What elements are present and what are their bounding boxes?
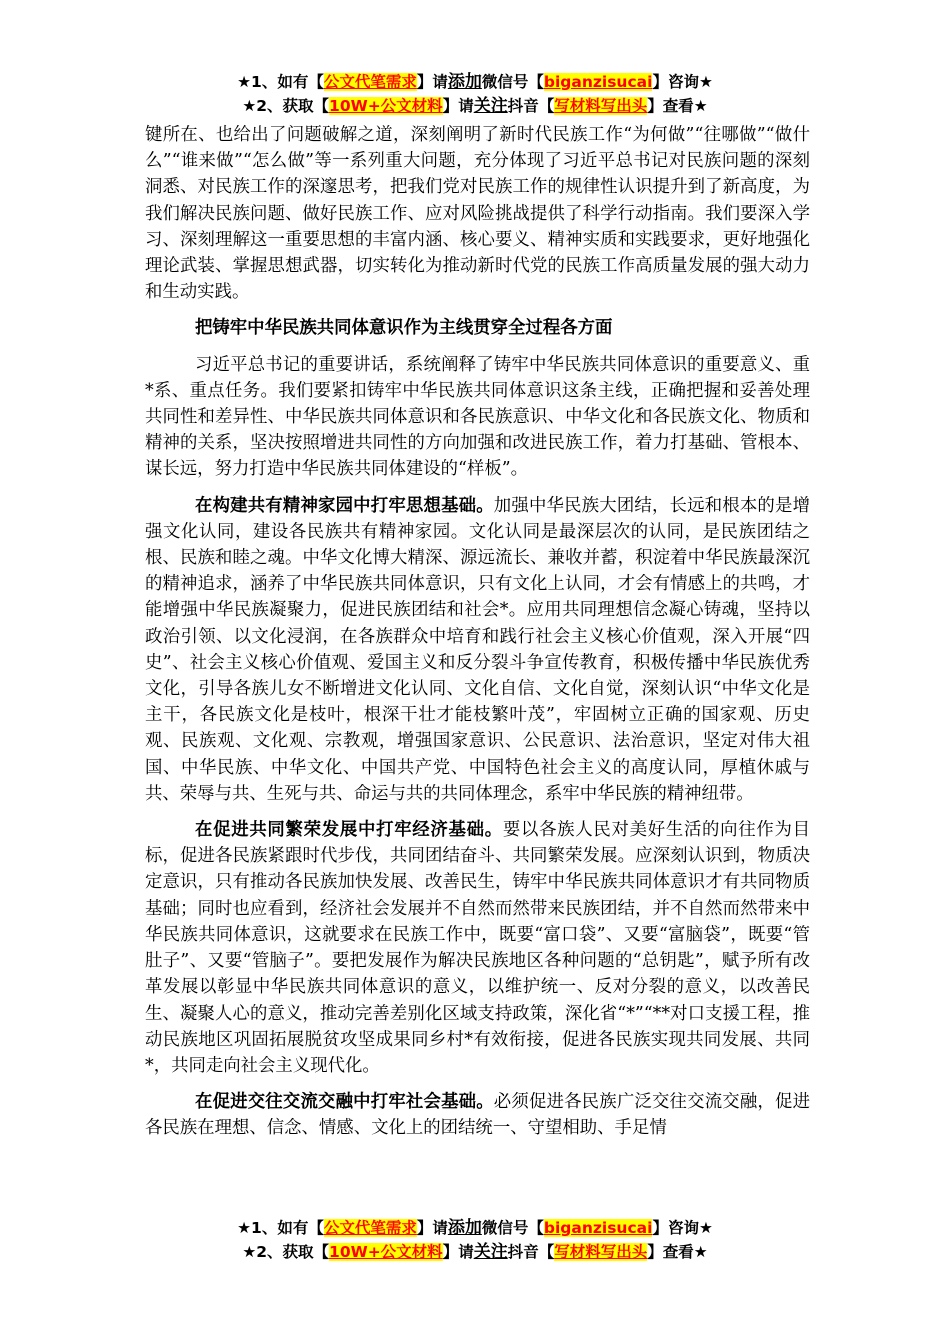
banner-text: 】咨询★ — [652, 1219, 713, 1237]
paragraph-mainline: 习近平总书记的重要讲话，系统阐释了铸牢中华民族共同体意识的重要意义、重*系、重点任务。我们要紧扣铸牢中华民族共同体意识这条主线，正确把握和妥善处理共同性和差异性、中华民族共同体意识和各民族意识、中华文化和各民族文化、物质和精神的关系，坚决按照增进共同性的方向加强和改进民族工作，着力打基础、管根本、谋长远，努力打造中华民族共同体建设的“样板”。 — [145, 354, 810, 480]
paragraph-lead: 在促进共同繁荣发展中打牢经济基础。 — [195, 820, 503, 841]
paragraph-text: 加强中华民族大团结，长远和根本的是增强文化认同，建设各民族共有精神家园。文化认同是最深层次的认同，是民族团结之根、民族和睦之魂。中华文化博大精深、源远流长、兼收并蓄，积淀着中华民族最深沉的精神追求，涵养了中华民族共同体意识，只有文化上认同，才会有情感上的共鸣，才能增强中华民族凝聚力，促进民族团结和社会*。应用共同理想信念凝心铸魂，坚持以政治引领、以文化浸润，在各族群众中培育和践行社会主义核心价值观，深入开展“四史”、社会主义核心价值观、爱国主义和反分裂斗争宣传教育，积极传播中华民族优秀文化，引导各族儿女不断增进文化认同、文化自信、文化自觉，深刻认识“中华文化是主干，各民族文化是枝叶，根深干壮才能枝繁叶茂”，牢固树立正确的国家观、历史观、民族观、文化观、宗教观，增强国家意识、公民意识、法治意识，坚定对伟大祖国、中华民族、中华文化、中国共产党、中国特色社会主义的高度认同，厚植休戚与共、荣辱与共、生死与共、命运与共的共同体理念，系牢中华民族的精神纽带。 — [145, 495, 810, 804]
banner-douyin-id: 写材料写出头 — [554, 1243, 648, 1261]
banner-text: 】查看★ — [647, 97, 708, 115]
banner-underline: 关注 — [473, 96, 508, 116]
banner-underline: 添加 — [447, 1218, 482, 1238]
paragraph-lead: 在构建共有精神家园中打牢思想基础。 — [195, 495, 494, 516]
paragraph-text: 要以各族人民对美好生活的向往作为目标，促进各民族紧跟时代步伐，共同团结奋斗、共同繁荣发展。应深刻认识到，物质决定意识，只有推动各民族加快发展、改善民生，铸牢中华民族共同体意识才有共同物质基础；同时也应看到，经济社会发展并不自然而然带来民族团结，并不自然而然带来中华民族共同体意识，这就要求在民族工作中，既要“富口袋”、又要“富脑袋”，既要“管肚子”、又要“管脑子”。要把发展作为解决民族地区各种问题的“总钥匙”，赋予所有改革发展以彰显中华民族共同体意识的意义，以维护统一、反对分裂的意义，以改善民生、凝聚人心的意义，推动完善差别化区域支持政策，深化省“*”“**对口支援工程，推动民族地区巩固拓展脱贫攻坚成果同乡村*有效衔接，促进各民族实现共同发展、共同*，共同走向社会主义现代化。 — [145, 820, 810, 1076]
paragraph-text: 必须促进各民族广泛交往交流交融，促进各民族在理想、信念、情感、文化上的团结统一、守望相助、手足情 — [145, 1092, 810, 1139]
banner-line-2 — [0, 94, 950, 118]
bottom-banner — [0, 1216, 950, 1264]
banner-text: 】请 — [442, 1243, 474, 1261]
banner-highlight: 10W+公文材料 — [329, 97, 443, 115]
banner-line-2 — [0, 1240, 950, 1264]
banner-text: 微信号【 — [481, 73, 544, 91]
paragraph-intro: 键所在、也给出了问题破解之道，深刻阐明了新时代民族工作“为何做”“往哪做”“做什么”“谁来做”“怎么做”等一系列重大问题，充分体现了习近平总书记对民族问题的深刻洞悉、对民族工作的深邃思考，把我们党对民族工作的规律性认识提升到了新高度，为我们解决民族问题、做好民族工作、应对风险挑战提供了科学行动指南。我们要深入学习、深刻理解这一重要思想的丰富内涵、核心要义、精神实质和实践要求，更好地强化理论武装、掌握思想武器，切实转化为推动新时代党的民族工作高质量发展的强大动力和生动实践。 — [145, 125, 810, 303]
banner-text: ★1、如有【 — [237, 73, 324, 91]
paragraph-spiritual-home — [145, 493, 810, 807]
banner-text: 】请 — [416, 73, 448, 91]
banner-text: ★1、如有【 — [237, 1219, 324, 1237]
banner-text: 抖音【 — [507, 1243, 555, 1261]
paragraph-economic-foundation — [145, 817, 810, 1079]
banner-text: ★2、获取【 — [242, 1243, 330, 1261]
banner-underline: 关注 — [473, 1242, 508, 1262]
paragraph-lead: 在促进交往交流交融中打牢社会基础。 — [195, 1092, 494, 1113]
banner-text: 微信号【 — [481, 1219, 544, 1237]
banner-line-1 — [0, 70, 950, 94]
banner-text: 】咨询★ — [652, 73, 713, 91]
section-heading: 把铸牢中华民族共同体意识作为主线贯穿全过程各方面 — [195, 318, 613, 339]
banner-underline: 添加 — [447, 72, 482, 92]
banner-highlight: 公文代笔需求 — [323, 1219, 417, 1237]
banner-text: ★2、获取【 — [242, 97, 330, 115]
banner-highlight: 10W+公文材料 — [329, 1243, 443, 1261]
banner-text: 抖音【 — [507, 97, 555, 115]
banner-text: 】查看★ — [647, 1243, 708, 1261]
banner-line-1 — [0, 1216, 950, 1240]
banner-wechat-id: biganzisucai — [543, 1219, 653, 1237]
banner-text: 】请 — [416, 1219, 448, 1237]
banner-douyin-id: 写材料写出头 — [554, 97, 648, 115]
banner-highlight: 公文代笔需求 — [323, 73, 417, 91]
banner-text: 】请 — [442, 97, 474, 115]
paragraph-social-foundation — [145, 1089, 810, 1141]
top-banner — [0, 70, 950, 118]
document-body — [145, 122, 810, 1142]
banner-wechat-id: biganzisucai — [543, 73, 653, 91]
